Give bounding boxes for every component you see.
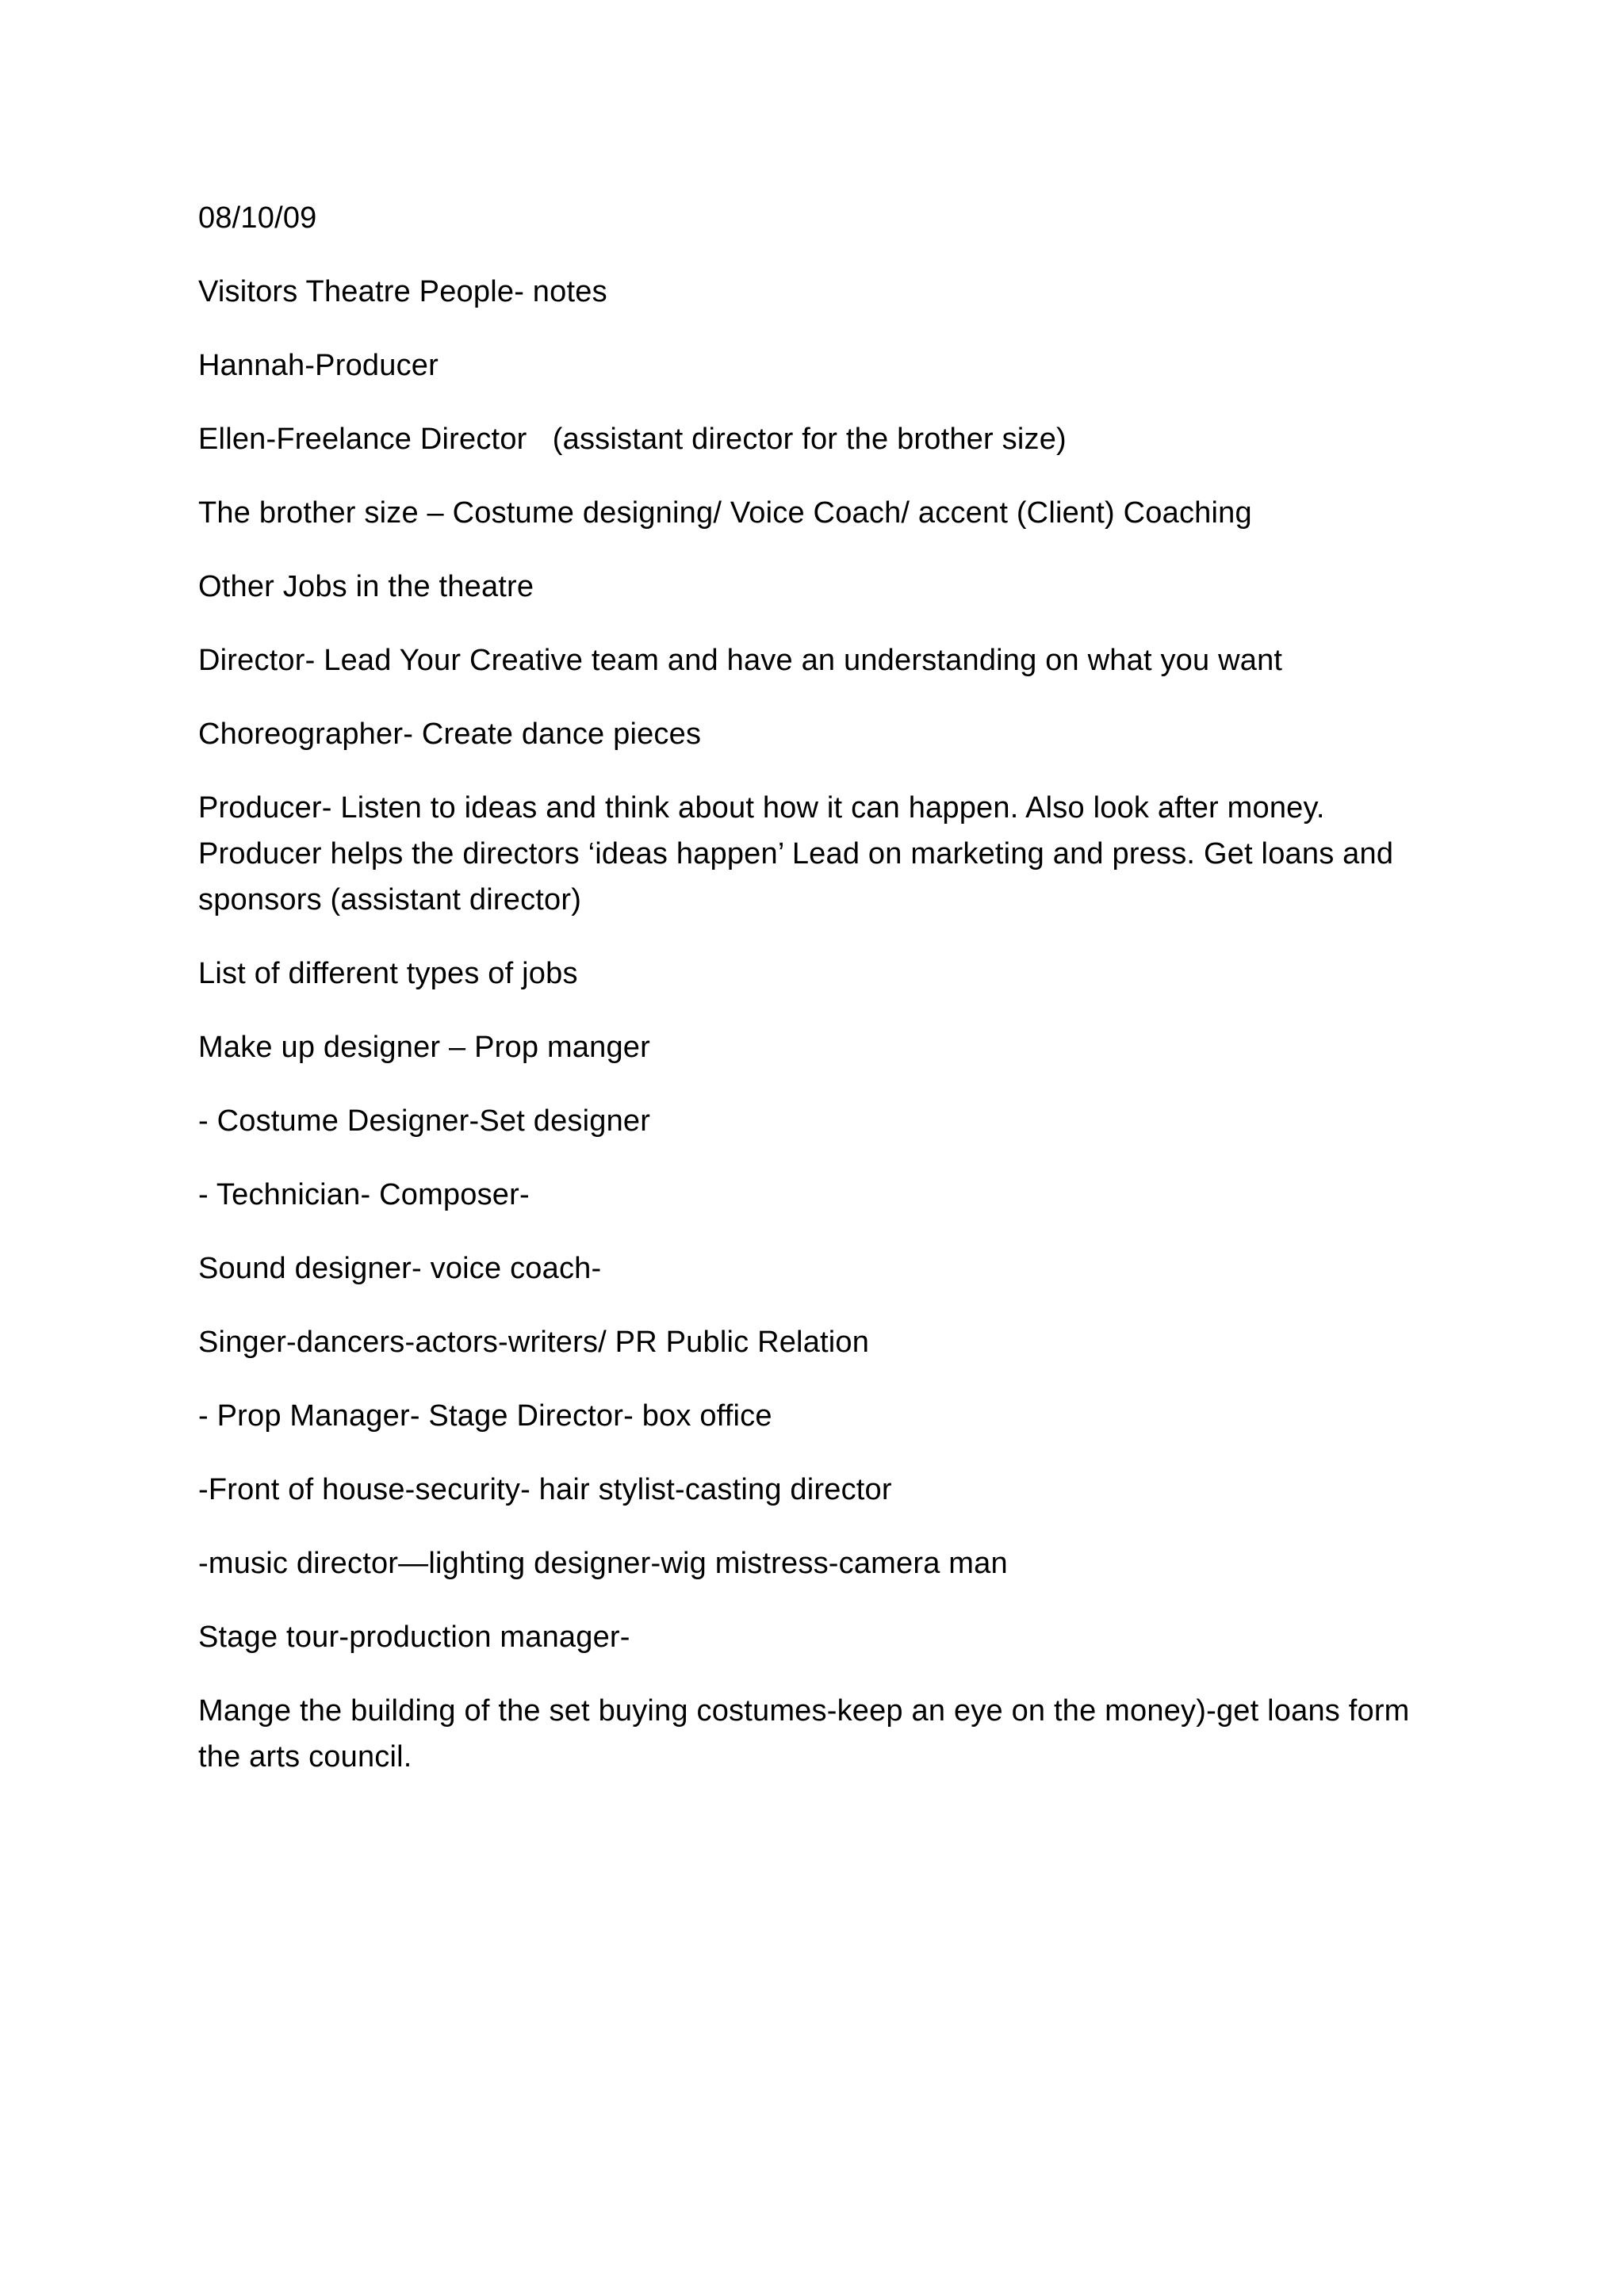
- note-paragraph: - Prop Manager- Stage Director- box office: [198, 1399, 772, 1433]
- note-paragraph: Singer-dancers-actors-writers/ PR Public Relation: [198, 1326, 870, 1359]
- note-paragraph: -Front of house-security- hair stylist-casting director: [198, 1473, 892, 1506]
- note-paragraph: -music director—lighting designer-wig mistress-camera man: [198, 1547, 1008, 1580]
- note-paragraph: Hannah-Producer: [198, 349, 439, 382]
- note-paragraph: Sound designer- voice coach-: [198, 1252, 602, 1285]
- note-paragraph: Make up designer – Prop manger: [198, 1031, 650, 1064]
- note-paragraph: Producer- Listen to ideas and think about how it can happen. Also look after money. Producer helps the directors ‘ideas happen’ Lead on marketing and press. Get loans and sponsors (assistant director): [198, 791, 1402, 916]
- note-paragraph: Mange the building of the set buying costumes-keep an eye on the money)-get loans form the arts council.: [198, 1694, 1419, 1774]
- document-title: Visitors Theatre People- notes: [198, 275, 607, 308]
- note-paragraph: Choreographer- Create dance pieces: [198, 718, 702, 751]
- note-paragraph: Other Jobs in the theatre: [198, 570, 534, 603]
- document-date: 08/10/09: [198, 201, 317, 235]
- document-body: [198, 195, 1435, 1808]
- note-paragraph: - Technician- Composer-: [198, 1178, 530, 1211]
- note-paragraph: Director- Lead Your Creative team and have an understanding on what you want: [198, 644, 1283, 677]
- note-paragraph: Stage tour-production manager-: [198, 1621, 630, 1654]
- note-paragraph: Ellen-Freelance Director (assistant director for the brother size): [198, 423, 1067, 456]
- note-paragraph: - Costume Designer-Set designer: [198, 1104, 651, 1138]
- note-paragraph: The brother size – Costume designing/ Voice Coach/ accent (Client) Coaching: [198, 496, 1252, 530]
- note-paragraph: List of different types of jobs: [198, 957, 578, 990]
